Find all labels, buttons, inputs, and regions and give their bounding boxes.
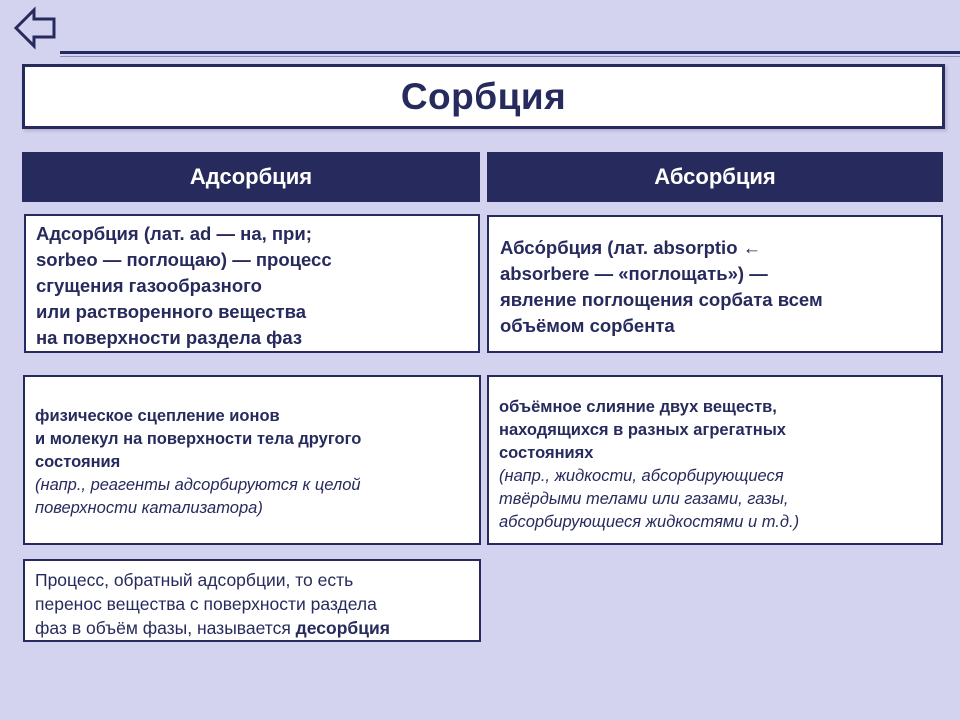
top-divider-thin xyxy=(60,56,960,57)
definition-line: Адсорбция (лат. ad — на, при; xyxy=(36,223,312,244)
title-box xyxy=(22,64,945,129)
desorption-term: десорбция xyxy=(295,618,390,638)
description-line: физическое сцепление ионов xyxy=(35,407,280,425)
page-title: Сорбция xyxy=(400,75,567,117)
definition-line: или растворенного вещества xyxy=(36,301,306,322)
description-line: и молекул на поверхности тела другого xyxy=(35,430,362,448)
definition-line: сгущения газообразного xyxy=(36,275,262,296)
header-adsorption: Адсорбция xyxy=(22,152,480,202)
adsorption-description xyxy=(23,375,481,545)
example-line: абсорбирующиеся жидкостями и т.д.) xyxy=(499,513,800,531)
definition-line: на поверхности раздела фаз xyxy=(36,327,303,348)
description-line: находящихся в разных агрегатных xyxy=(499,421,786,439)
back-arrow-icon xyxy=(12,6,58,50)
definition-line: sorbeo — поглощаю) — процесс xyxy=(36,249,332,270)
example-line: твёрдыми телами или газами, газы, xyxy=(499,490,789,508)
back-button[interactable] xyxy=(12,6,58,50)
example-line: (напр., жидкости, абсорбирующиеся xyxy=(499,467,784,485)
adsorption-definition xyxy=(24,214,480,353)
description-line: состояния xyxy=(35,453,121,471)
description-line: состояниях xyxy=(499,444,594,462)
definition-line: absorbere — «поглощать») — xyxy=(500,263,768,284)
desorption-line xyxy=(35,616,469,640)
desorption-line: Процесс, обратный адсорбции, то есть xyxy=(35,570,354,590)
definition-line: явление поглощения сорбата всем xyxy=(500,289,823,310)
desorption-line: перенос вещества с поверхности раздела xyxy=(35,594,377,614)
absorption-description xyxy=(487,375,943,545)
desorption-note xyxy=(23,559,481,642)
definition-line: объёмом сорбента xyxy=(500,315,675,336)
absorption-definition xyxy=(487,215,943,353)
definition-line: Абсо́рбция (лат. absorptio ← xyxy=(500,237,762,258)
description-line: объёмное слияние двух веществ, xyxy=(499,398,777,416)
example-line: (напр., реагенты адсорбируются к целой xyxy=(35,476,361,494)
top-divider xyxy=(60,51,960,54)
desorption-text: фаз в объём фазы, называется xyxy=(35,618,296,638)
header-absorption: Абсорбция xyxy=(487,152,943,202)
example-line: поверхности катализатора) xyxy=(35,499,263,517)
